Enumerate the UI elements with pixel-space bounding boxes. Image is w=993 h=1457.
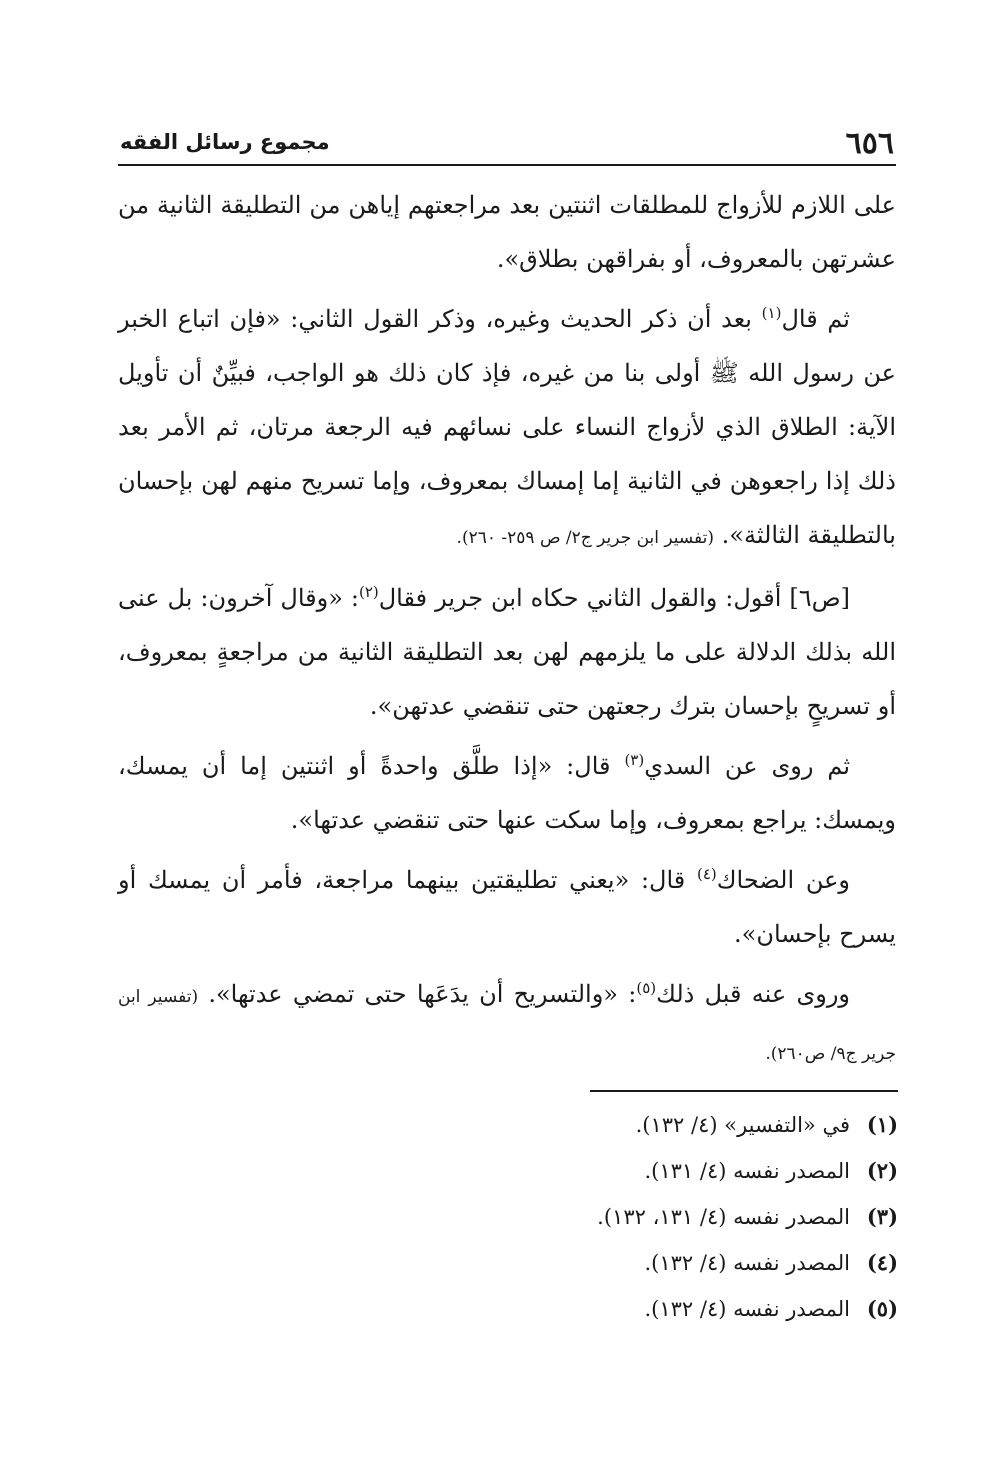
- paragraph-6-text-a: وروى عنه قبل ذلك: [656, 980, 850, 1008]
- footnote-4: [478, 1240, 898, 1286]
- paragraph-4-text-b: قال: «إذا طلَّق واحدةً أو اثنتين إما أن يمسك، ويمسك: يراجع بمعروف، وإما سكت عنها حتى تنقضي عدتها».: [118, 752, 896, 834]
- footnote-ref-5: (٥): [636, 979, 657, 997]
- paragraph-5: [118, 853, 896, 961]
- paragraph-2-text-a: ثم قال: [781, 305, 850, 333]
- page-number: ٦٥٦: [845, 126, 894, 161]
- paragraph-6-text-b: : «والتسريح أن يدَعَها حتى تمضي عدتها».: [198, 980, 637, 1008]
- footnote-1: [478, 1102, 898, 1148]
- footnote-ref-3: (٣): [624, 751, 645, 769]
- footnotes: [478, 1102, 898, 1332]
- paragraph-6: [118, 967, 896, 1081]
- paragraph-3: [118, 571, 896, 733]
- footnote-4-text: المصدر نفسه (٤/ ١٣٢).: [644, 1251, 850, 1275]
- paragraph-5-text-a: وعن الضحاك: [716, 866, 851, 894]
- paragraph-2-text-b: بعد أن ذكر الحديث وغيره، وذكر القول الثاني: «فإن اتباع الخبر عن رسول الله ﷺ أولى بنا من غيره، فإذ كان ذلك هو الواجب، فبيِّنٌ أن تأويل الآية: الطلاق الذي لأزواج النساء على نسائهم فيه الرجعة مرتان، ثم الأمر بعد ذلك إذا راجعوهن في الثانية إما إمساك بمعروف، وإما تسريح منهم لهن بإحسان بالتطليقة الثالثة».: [118, 305, 896, 549]
- paragraph-3-text-a: [ص٦] أقول: والقول الثاني حكاه ابن جرير فقال: [378, 584, 850, 612]
- footnote-ref-4: (٤): [696, 865, 717, 883]
- footnote-ref-2: (٢): [358, 583, 379, 601]
- paragraph-2-citation: (تفسير ابن جرير ج٢/ ص ٢٥٩- ٢٦٠).: [456, 528, 715, 548]
- footnote-1-number: (١): [866, 1112, 898, 1137]
- main-text: [118, 178, 896, 1087]
- paragraph-6-citation: (تفسير ابن جرير ج٩/ ص٢٦٠).: [118, 987, 896, 1064]
- footnote-2: [478, 1148, 898, 1194]
- paragraph-2: [118, 292, 896, 565]
- footnote-2-text: المصدر نفسه (٤/ ١٣١).: [644, 1159, 850, 1183]
- paragraph-5-text-b: قال: «يعني تطليقتين بينهما مراجعة، فأمر أن يمسك أو يسرح بإحسان».: [118, 866, 896, 948]
- paragraph-3-text-b: : «وقال آخرون: بل عنى الله بذلك الدلالة على ما يلزمهم لهن بعد التطليقة الثانية من مراجعةٍ بمعروف، أو تسريحٍ بإحسان بترك رجعتهن حتى تنقضي عدتهن».: [118, 584, 896, 720]
- footnote-divider: [590, 1090, 898, 1092]
- footnote-5: [478, 1286, 898, 1332]
- paragraph-1: [118, 178, 896, 286]
- footnote-3-number: (٣): [866, 1204, 898, 1229]
- running-title: مجموع رسائل الفقه: [120, 130, 330, 154]
- paragraph-1-text: على اللازم للأزواج للمطلقات اثنتين بعد مراجعتهم إياهن من التطليقة الثانية من عشرتهن بالمعروف، أو بفراقهن بطلاق».: [118, 191, 896, 273]
- page-header: [118, 120, 896, 166]
- footnote-5-text: المصدر نفسه (٤/ ١٣٢).: [644, 1297, 850, 1321]
- footnote-2-number: (٢): [866, 1158, 898, 1183]
- footnote-3: [478, 1194, 898, 1240]
- footnote-5-number: (٥): [866, 1296, 898, 1321]
- footnote-1-text: في «التفسير» (٤/ ١٣٢).: [635, 1113, 850, 1137]
- footnote-3-text: المصدر نفسه (٤/ ١٣١، ١٣٢).: [597, 1205, 850, 1229]
- footnote-ref-1: (١): [761, 304, 782, 322]
- footnote-4-number: (٤): [866, 1250, 898, 1275]
- paragraph-4: [118, 739, 896, 847]
- paragraph-4-text-a: ثم روى عن السدي: [644, 752, 851, 780]
